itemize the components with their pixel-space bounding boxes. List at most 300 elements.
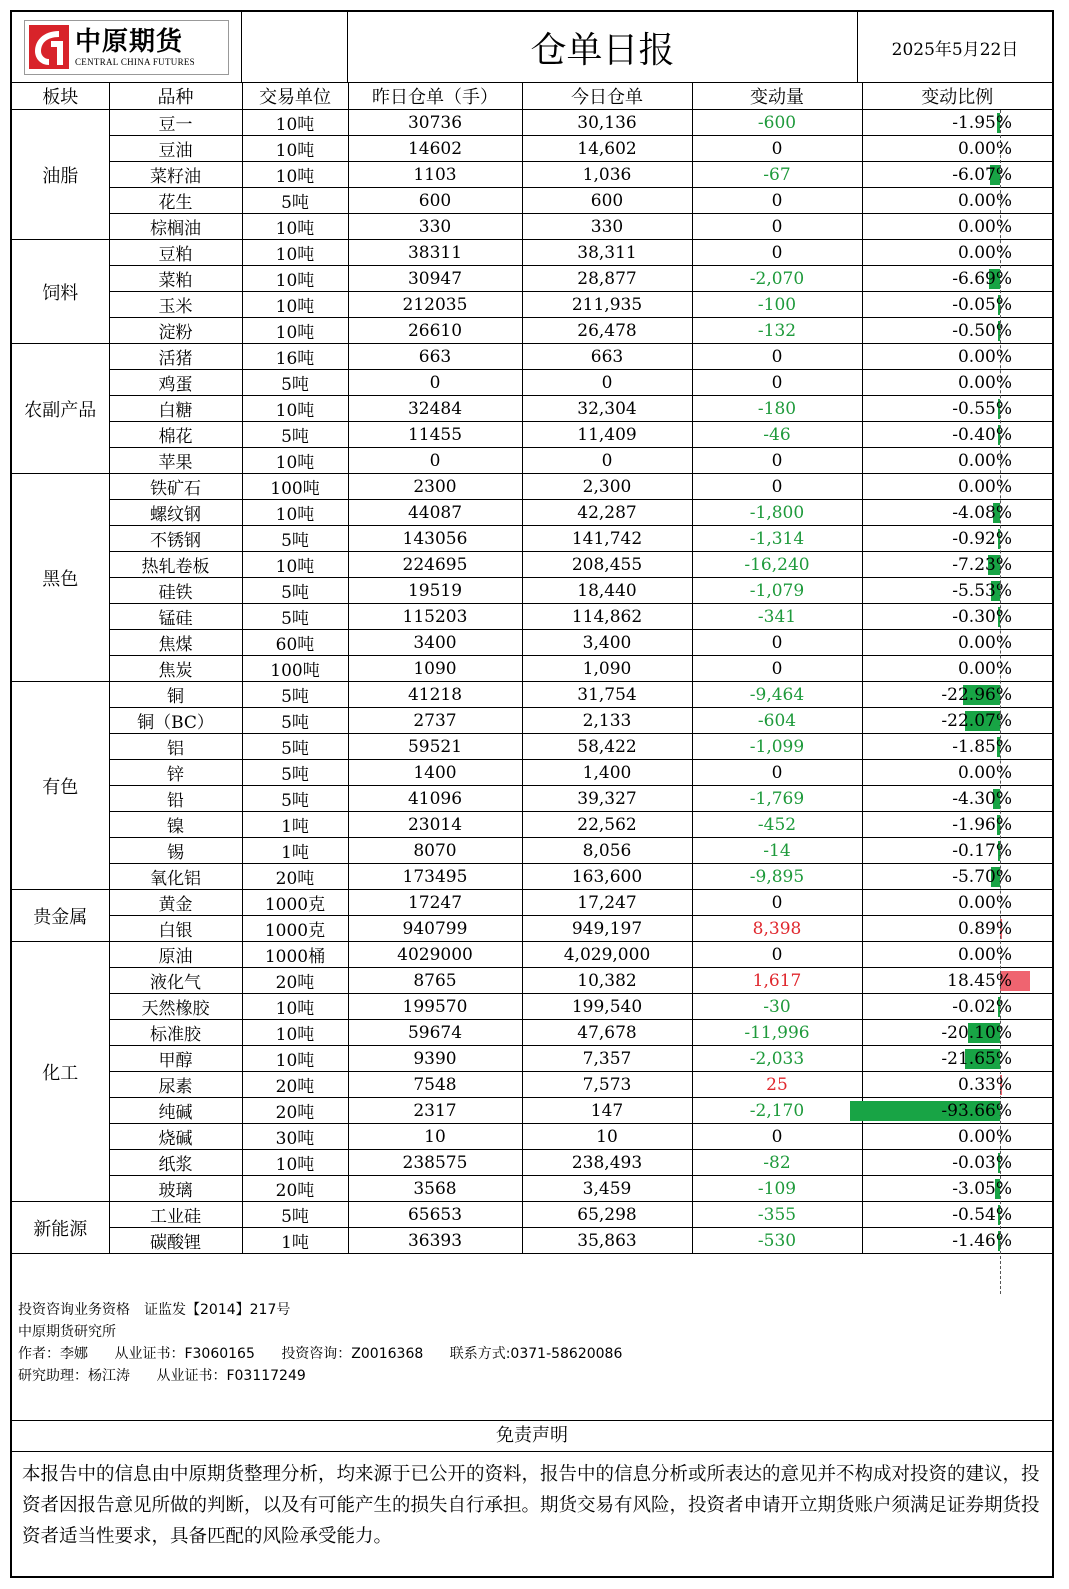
change-pct-cell bbox=[862, 1046, 1052, 1072]
variety-cell: 铅 bbox=[109, 786, 242, 812]
today-cell: 14,602 bbox=[522, 136, 692, 162]
variety-cell: 尿素 bbox=[109, 1072, 242, 1098]
table-row bbox=[12, 1202, 1052, 1228]
change-cell: -82 bbox=[692, 1150, 862, 1176]
change-pct-cell bbox=[862, 1176, 1052, 1202]
change-pct-cell bbox=[862, 370, 1052, 396]
change-pct-cell bbox=[862, 656, 1052, 682]
unit-cell: 30吨 bbox=[242, 1124, 348, 1150]
table-row bbox=[12, 942, 1052, 968]
change-pct-text: 0.00% bbox=[957, 1126, 1012, 1147]
unit-cell: 1000克 bbox=[242, 890, 348, 916]
change-pct-cell bbox=[862, 1124, 1052, 1150]
unit-cell: 10吨 bbox=[242, 162, 348, 188]
variety-cell: 铝 bbox=[109, 734, 242, 760]
variety-cell: 纸浆 bbox=[109, 1150, 242, 1176]
change-cell: -9,464 bbox=[692, 682, 862, 708]
table-row bbox=[12, 968, 1052, 994]
unit-cell: 20吨 bbox=[242, 864, 348, 890]
change-pct-text: 0.00% bbox=[957, 658, 1012, 679]
variety-cell: 豆一 bbox=[109, 110, 242, 136]
variety-cell: 豆油 bbox=[109, 136, 242, 162]
table-row bbox=[12, 526, 1052, 552]
change-cell: 0 bbox=[692, 136, 862, 162]
variety-cell: 焦炭 bbox=[109, 656, 242, 682]
today-cell: 208,455 bbox=[522, 552, 692, 578]
change-pct-cell bbox=[862, 812, 1052, 838]
unit-cell: 1000克 bbox=[242, 916, 348, 942]
change-pct-text: -93.66% bbox=[941, 1100, 1012, 1121]
change-pct-cell bbox=[862, 968, 1052, 994]
change-cell: 0 bbox=[692, 630, 862, 656]
today-cell: 10,382 bbox=[522, 968, 692, 994]
sector-cell: 农副产品 bbox=[12, 344, 109, 474]
table-row bbox=[12, 994, 1052, 1020]
variety-cell: 甲醇 bbox=[109, 1046, 242, 1072]
today-cell: 2,133 bbox=[522, 708, 692, 734]
yesterday-cell: 9390 bbox=[348, 1046, 522, 1072]
change-pct-cell bbox=[862, 318, 1052, 344]
yesterday-cell: 1400 bbox=[348, 760, 522, 786]
yesterday-cell: 224695 bbox=[348, 552, 522, 578]
change-pct-cell bbox=[862, 422, 1052, 448]
table-row bbox=[12, 890, 1052, 916]
change-pct-text: 0.00% bbox=[957, 346, 1012, 367]
today-cell: 949,197 bbox=[522, 916, 692, 942]
change-pct-cell bbox=[862, 396, 1052, 422]
change-pct-cell bbox=[862, 136, 1052, 162]
change-pct-cell bbox=[862, 552, 1052, 578]
change-pct-text: -0.55% bbox=[952, 398, 1012, 419]
unit-cell: 5吨 bbox=[242, 526, 348, 552]
change-pct-cell bbox=[862, 266, 1052, 292]
today-cell: 18,440 bbox=[522, 578, 692, 604]
change-cell: 8,398 bbox=[692, 916, 862, 942]
variety-cell: 菜粕 bbox=[109, 266, 242, 292]
table-header-row bbox=[12, 83, 1052, 110]
change-cell: -355 bbox=[692, 1202, 862, 1228]
change-pct-cell bbox=[862, 760, 1052, 786]
variety-cell: 铁矿石 bbox=[109, 474, 242, 500]
yesterday-cell: 26610 bbox=[348, 318, 522, 344]
table-row bbox=[12, 188, 1052, 214]
variety-cell: 苹果 bbox=[109, 448, 242, 474]
footer-assistant-row bbox=[18, 1365, 1046, 1387]
yesterday-cell: 32484 bbox=[348, 396, 522, 422]
change-cell: -1,800 bbox=[692, 500, 862, 526]
change-pct-text: -21.65% bbox=[941, 1048, 1012, 1069]
yesterday-cell: 143056 bbox=[348, 526, 522, 552]
table-row bbox=[12, 578, 1052, 604]
yesterday-cell: 3400 bbox=[348, 630, 522, 656]
change-pct-text: -0.05% bbox=[952, 294, 1012, 315]
table-row bbox=[12, 604, 1052, 630]
unit-cell: 10吨 bbox=[242, 552, 348, 578]
change-pct-text: 0.00% bbox=[957, 242, 1012, 263]
unit-cell: 20吨 bbox=[242, 1098, 348, 1124]
yesterday-cell: 8070 bbox=[348, 838, 522, 864]
change-pct-cell bbox=[862, 838, 1052, 864]
change-pct-cell bbox=[862, 890, 1052, 916]
table-row bbox=[12, 1098, 1052, 1124]
unit-cell: 5吨 bbox=[242, 188, 348, 214]
today-cell: 26,478 bbox=[522, 318, 692, 344]
logo-cell bbox=[12, 12, 242, 82]
change-cell: -100 bbox=[692, 292, 862, 318]
table-row bbox=[12, 552, 1052, 578]
unit-cell: 10吨 bbox=[242, 500, 348, 526]
unit-cell: 5吨 bbox=[242, 422, 348, 448]
col-header-change-pct: 变动比例 bbox=[862, 83, 1052, 110]
today-cell: 7,357 bbox=[522, 1046, 692, 1072]
report-frame bbox=[10, 10, 1054, 1578]
change-cell: -1,099 bbox=[692, 734, 862, 760]
col-header-change: 变动量 bbox=[692, 83, 862, 110]
footer-advisory: 投资咨询：Z0016368 bbox=[281, 1346, 424, 1362]
change-pct-text: 0.00% bbox=[957, 138, 1012, 159]
change-pct-text: -5.70% bbox=[952, 866, 1012, 887]
footer-contact: 联系方式:0371-58620086 bbox=[449, 1346, 623, 1362]
table-row bbox=[12, 786, 1052, 812]
today-cell: 10 bbox=[522, 1124, 692, 1150]
change-pct-text: 0.00% bbox=[957, 450, 1012, 471]
table-row bbox=[12, 266, 1052, 292]
change-pct-text: 18.45% bbox=[947, 970, 1012, 991]
change-cell: 0 bbox=[692, 370, 862, 396]
unit-cell: 20吨 bbox=[242, 968, 348, 994]
yesterday-cell: 44087 bbox=[348, 500, 522, 526]
table-row bbox=[12, 864, 1052, 890]
table-row bbox=[12, 292, 1052, 318]
change-pct-text: -4.08% bbox=[952, 502, 1012, 523]
today-cell: 7,573 bbox=[522, 1072, 692, 1098]
unit-cell: 10吨 bbox=[242, 318, 348, 344]
unit-cell: 10吨 bbox=[242, 292, 348, 318]
yesterday-cell: 663 bbox=[348, 344, 522, 370]
change-pct-text: -22.07% bbox=[941, 710, 1012, 731]
yesterday-cell: 600 bbox=[348, 188, 522, 214]
table-row bbox=[12, 1046, 1052, 1072]
table-row bbox=[12, 812, 1052, 838]
yesterday-cell: 11455 bbox=[348, 422, 522, 448]
today-cell: 3,459 bbox=[522, 1176, 692, 1202]
change-pct-cell bbox=[862, 526, 1052, 552]
change-cell: -341 bbox=[692, 604, 862, 630]
change-pct-text: -0.92% bbox=[952, 528, 1012, 549]
col-header-variety: 品种 bbox=[109, 83, 242, 110]
yesterday-cell: 30736 bbox=[348, 110, 522, 136]
change-cell: 0 bbox=[692, 942, 862, 968]
change-cell: -2,070 bbox=[692, 266, 862, 292]
yesterday-cell: 1090 bbox=[348, 656, 522, 682]
change-cell: 0 bbox=[692, 890, 862, 916]
table-row bbox=[12, 656, 1052, 682]
change-pct-text: 0.00% bbox=[957, 372, 1012, 393]
logo-mark-icon bbox=[29, 25, 69, 69]
yesterday-cell: 115203 bbox=[348, 604, 522, 630]
table-row bbox=[12, 1228, 1052, 1254]
variety-cell: 镍 bbox=[109, 812, 242, 838]
change-pct-text: -1.96% bbox=[952, 814, 1012, 835]
change-pct-text: -1.46% bbox=[952, 1230, 1012, 1251]
change-pct-text: -0.54% bbox=[952, 1204, 1012, 1225]
change-pct-cell bbox=[862, 110, 1052, 136]
variety-cell: 氧化铝 bbox=[109, 864, 242, 890]
today-cell: 17,247 bbox=[522, 890, 692, 916]
sector-cell: 有色 bbox=[12, 682, 109, 890]
yesterday-cell: 59521 bbox=[348, 734, 522, 760]
change-pct-text: -5.53% bbox=[952, 580, 1012, 601]
unit-cell: 5吨 bbox=[242, 734, 348, 760]
change-pct-cell bbox=[862, 1072, 1052, 1098]
unit-cell: 10吨 bbox=[242, 396, 348, 422]
change-pct-text: -0.02% bbox=[952, 996, 1012, 1017]
col-header-today: 今日仓单 bbox=[522, 83, 692, 110]
change-pct-cell bbox=[862, 1202, 1052, 1228]
change-pct-cell bbox=[862, 916, 1052, 942]
sector-cell: 饲料 bbox=[12, 240, 109, 344]
header-blank-cell bbox=[242, 12, 348, 82]
change-cell: -1,769 bbox=[692, 786, 862, 812]
yesterday-cell: 330 bbox=[348, 214, 522, 240]
change-pct-cell bbox=[862, 630, 1052, 656]
change-pct-text: 0.00% bbox=[957, 476, 1012, 497]
today-cell: 114,862 bbox=[522, 604, 692, 630]
change-pct-cell bbox=[862, 188, 1052, 214]
unit-cell: 1吨 bbox=[242, 1228, 348, 1254]
today-cell: 663 bbox=[522, 344, 692, 370]
change-pct-cell bbox=[862, 1098, 1052, 1124]
unit-cell: 10吨 bbox=[242, 136, 348, 162]
today-cell: 238,493 bbox=[522, 1150, 692, 1176]
table-row bbox=[12, 1072, 1052, 1098]
variety-cell: 焦煤 bbox=[109, 630, 242, 656]
yesterday-cell: 173495 bbox=[348, 864, 522, 890]
table-row bbox=[12, 500, 1052, 526]
change-pct-text: 0.00% bbox=[957, 892, 1012, 913]
today-cell: 22,562 bbox=[522, 812, 692, 838]
unit-cell: 10吨 bbox=[242, 240, 348, 266]
table-row bbox=[12, 422, 1052, 448]
table-row bbox=[12, 708, 1052, 734]
variety-cell: 玉米 bbox=[109, 292, 242, 318]
unit-cell: 10吨 bbox=[242, 1020, 348, 1046]
change-pct-text: -0.17% bbox=[952, 840, 1012, 861]
variety-cell: 碳酸锂 bbox=[109, 1228, 242, 1254]
table-row bbox=[12, 136, 1052, 162]
yesterday-cell: 4029000 bbox=[348, 942, 522, 968]
report-header bbox=[12, 12, 1052, 83]
today-cell: 4,029,000 bbox=[522, 942, 692, 968]
change-cell: -600 bbox=[692, 110, 862, 136]
today-cell: 0 bbox=[522, 370, 692, 396]
change-pct-cell bbox=[862, 708, 1052, 734]
today-cell: 42,287 bbox=[522, 500, 692, 526]
unit-cell: 10吨 bbox=[242, 448, 348, 474]
change-pct-text: -0.30% bbox=[952, 606, 1012, 627]
today-cell: 65,298 bbox=[522, 1202, 692, 1228]
change-pct-cell bbox=[862, 474, 1052, 500]
yesterday-cell: 3568 bbox=[348, 1176, 522, 1202]
table-row bbox=[12, 318, 1052, 344]
today-cell: 35,863 bbox=[522, 1228, 692, 1254]
change-cell: -109 bbox=[692, 1176, 862, 1202]
yesterday-cell: 65653 bbox=[348, 1202, 522, 1228]
change-cell: 0 bbox=[692, 1124, 862, 1150]
change-cell: -16,240 bbox=[692, 552, 862, 578]
disclaimer-title: 免责声明 bbox=[12, 1420, 1052, 1452]
change-pct-text: -0.40% bbox=[952, 424, 1012, 445]
variety-cell: 热轧卷板 bbox=[109, 552, 242, 578]
unit-cell: 20吨 bbox=[242, 1176, 348, 1202]
today-cell: 32,304 bbox=[522, 396, 692, 422]
variety-cell: 白银 bbox=[109, 916, 242, 942]
sector-cell: 化工 bbox=[12, 942, 109, 1202]
footer-author-row bbox=[18, 1343, 1046, 1365]
yesterday-cell: 238575 bbox=[348, 1150, 522, 1176]
today-cell: 30,136 bbox=[522, 110, 692, 136]
change-pct-text: -1.95% bbox=[952, 112, 1012, 133]
change-pct-text: -20.10% bbox=[941, 1022, 1012, 1043]
variety-cell: 花生 bbox=[109, 188, 242, 214]
company-logo bbox=[24, 20, 229, 75]
unit-cell: 5吨 bbox=[242, 578, 348, 604]
sector-cell: 黑色 bbox=[12, 474, 109, 682]
today-cell: 8,056 bbox=[522, 838, 692, 864]
today-cell: 39,327 bbox=[522, 786, 692, 812]
change-pct-cell bbox=[862, 500, 1052, 526]
today-cell: 600 bbox=[522, 188, 692, 214]
yesterday-cell: 10 bbox=[348, 1124, 522, 1150]
table-row bbox=[12, 162, 1052, 188]
table-row bbox=[12, 1124, 1052, 1150]
unit-cell: 10吨 bbox=[242, 214, 348, 240]
footer-qualification: 投资咨询业务资格 证监发【2014】217号 bbox=[18, 1302, 291, 1318]
yesterday-cell: 199570 bbox=[348, 994, 522, 1020]
table-row bbox=[12, 396, 1052, 422]
change-pct-text: 0.33% bbox=[957, 1074, 1012, 1095]
unit-cell: 100吨 bbox=[242, 656, 348, 682]
unit-cell: 60吨 bbox=[242, 630, 348, 656]
change-pct-text: -0.03% bbox=[952, 1152, 1012, 1173]
change-pct-cell bbox=[862, 994, 1052, 1020]
change-cell: -530 bbox=[692, 1228, 862, 1254]
change-pct-text: -1.85% bbox=[952, 736, 1012, 757]
variety-cell: 菜籽油 bbox=[109, 162, 242, 188]
variety-cell: 锰硅 bbox=[109, 604, 242, 630]
table-row bbox=[12, 838, 1052, 864]
variety-cell: 鸡蛋 bbox=[109, 370, 242, 396]
yesterday-cell: 940799 bbox=[348, 916, 522, 942]
change-pct-text: 0.00% bbox=[957, 944, 1012, 965]
unit-cell: 16吨 bbox=[242, 344, 348, 370]
change-cell: -180 bbox=[692, 396, 862, 422]
table-row bbox=[12, 474, 1052, 500]
unit-cell: 10吨 bbox=[242, 1046, 348, 1072]
yesterday-cell: 41096 bbox=[348, 786, 522, 812]
variety-cell: 淀粉 bbox=[109, 318, 242, 344]
variety-cell: 铜（BC） bbox=[109, 708, 242, 734]
change-pct-cell bbox=[862, 1150, 1052, 1176]
change-pct-cell bbox=[862, 578, 1052, 604]
variety-cell: 纯碱 bbox=[109, 1098, 242, 1124]
change-pct-cell bbox=[862, 604, 1052, 630]
variety-cell: 豆粕 bbox=[109, 240, 242, 266]
change-cell: -604 bbox=[692, 708, 862, 734]
yesterday-cell: 8765 bbox=[348, 968, 522, 994]
today-cell: 199,540 bbox=[522, 994, 692, 1020]
change-pct-text: 0.00% bbox=[957, 190, 1012, 211]
unit-cell: 5吨 bbox=[242, 786, 348, 812]
today-cell: 47,678 bbox=[522, 1020, 692, 1046]
change-pct-cell bbox=[862, 448, 1052, 474]
today-cell: 141,742 bbox=[522, 526, 692, 552]
yesterday-cell: 212035 bbox=[348, 292, 522, 318]
unit-cell: 5吨 bbox=[242, 604, 348, 630]
sector-cell: 油脂 bbox=[12, 110, 109, 240]
change-pct-cell bbox=[862, 214, 1052, 240]
change-pct-text: -22.96% bbox=[941, 684, 1012, 705]
today-cell: 163,600 bbox=[522, 864, 692, 890]
report-date: 2025年5月22日 bbox=[891, 39, 1019, 60]
change-cell: -1,314 bbox=[692, 526, 862, 552]
today-cell: 28,877 bbox=[522, 266, 692, 292]
unit-cell: 100吨 bbox=[242, 474, 348, 500]
yesterday-cell: 17247 bbox=[348, 890, 522, 916]
change-pct-cell bbox=[862, 864, 1052, 890]
table-row bbox=[12, 214, 1052, 240]
change-pct-cell bbox=[862, 1020, 1052, 1046]
variety-cell: 棉花 bbox=[109, 422, 242, 448]
change-cell: -1,079 bbox=[692, 578, 862, 604]
yesterday-cell: 0 bbox=[348, 370, 522, 396]
change-cell: -9,895 bbox=[692, 864, 862, 890]
change-pct-cell bbox=[862, 786, 1052, 812]
unit-cell: 10吨 bbox=[242, 994, 348, 1020]
today-cell: 38,311 bbox=[522, 240, 692, 266]
change-cell: 0 bbox=[692, 474, 862, 500]
unit-cell: 1000桶 bbox=[242, 942, 348, 968]
yesterday-cell: 36393 bbox=[348, 1228, 522, 1254]
table-row bbox=[12, 734, 1052, 760]
yesterday-cell: 0 bbox=[348, 448, 522, 474]
yesterday-cell: 1103 bbox=[348, 162, 522, 188]
report-footer bbox=[12, 1295, 1052, 1420]
variety-cell: 原油 bbox=[109, 942, 242, 968]
change-pct-cell bbox=[862, 682, 1052, 708]
change-pct-cell bbox=[862, 1228, 1052, 1254]
yesterday-cell: 2737 bbox=[348, 708, 522, 734]
table-row bbox=[12, 370, 1052, 396]
change-cell: 0 bbox=[692, 760, 862, 786]
unit-cell: 5吨 bbox=[242, 708, 348, 734]
change-pct-text: -7.23% bbox=[952, 554, 1012, 575]
unit-cell: 20吨 bbox=[242, 1072, 348, 1098]
col-header-sector: 板块 bbox=[12, 83, 109, 110]
change-cell: -132 bbox=[692, 318, 862, 344]
disclaimer-body: 本报告中的信息由中原期货整理分析，均来源于已公开的资料，报告中的信息分析或所表达的意见并不构成对投资的建议，投资者因报告意见所做的判断，以及有可能产生的损失自行承担。期货交易有风险，投资者申请开立期货账户须满足证券期货投资者适当性要求，具备匹配的风险承受能力。 bbox=[22, 1464, 1040, 1547]
unit-cell: 1吨 bbox=[242, 812, 348, 838]
sector-cell: 贵金属 bbox=[12, 890, 109, 942]
today-cell: 2,300 bbox=[522, 474, 692, 500]
variety-cell: 标准胶 bbox=[109, 1020, 242, 1046]
change-pct-text: 0.89% bbox=[957, 918, 1012, 939]
variety-cell: 活猪 bbox=[109, 344, 242, 370]
table-row bbox=[12, 916, 1052, 942]
variety-cell: 烧碱 bbox=[109, 1124, 242, 1150]
change-cell: 0 bbox=[692, 188, 862, 214]
yesterday-cell: 7548 bbox=[348, 1072, 522, 1098]
